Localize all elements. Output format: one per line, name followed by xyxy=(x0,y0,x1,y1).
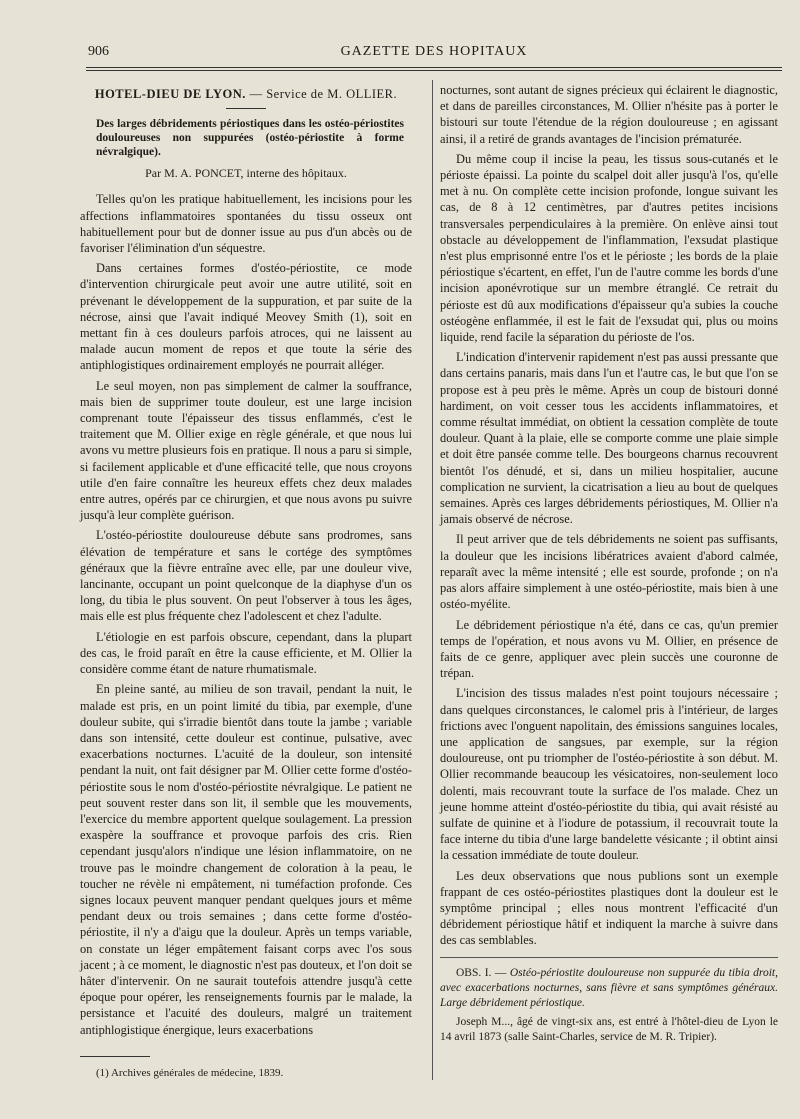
paragraph: En pleine santé, au milieu de son travail, pendant la nuit, le malade est pris, en un point limité du tibia, par exemple, d'une douleur subite, qui s'irradie bientôt dans toute la jambe ; variable dans son intensité, cette douleur est continue, pulsative, avec exacerbations nocturnes. L'acuité de la douleur, son intensité pendant la nuit, ont fait désigner par M. Ollier cette forme d'ostéo-périostite sous le nom d'ostéo-périostite névralgique. Le patient ne peut souvent rester dans son lit, il semble que les mouvements, l'exercice du membre apportent quelque soulagement. La pression exaspère la souffrance et provoque parfois des cris. Rien cependant jusqu'alors n'indique une lésion inflammatoire, on ne trouve pas le moindre changement de coloration à la peau, le toucher ne révèle ni empâtement, ni tuméfaction profonde. Ces signes locaux peuvent manquer pendant quelques jours et même pendant deux ou trois semaines ; dans cette forme d'ostéo-périostite, il n'y a d'aigu que la douleur. Après un temps variable, on constate un léger empâtement faisant corps avec l'os sous jacent ; à ce moment, le diagnostic n'est pas douteux, et l'on doit se hâter d'intervenir. On ne saurait toutefois attendre jusqu'à cette époque pour opérer, les renseignements fournis par le malade, la persistance et l'acuité des douleurs, malgré un traitement antiphlogistique énergique, leurs exacerbations xyxy=(80,682,412,1037)
paragraph: L'étiologie en est parfois obscure, cependant, dans la plupart des cas, le froid paraît en être la cause efficiente, et M. Ollier la considère comme étant de nature rhumatismale. xyxy=(80,629,412,677)
paragraph: Dans certaines formes d'ostéo-périostite, ce mode d'intervention chirurgicale peut avoir une autre utilité, soit en prévenant le développement de la suppuration, et par suite de la nécrose, ainsi que l'avait indiqué Meovey Smith (1), soit en mettant fin à ces douleurs parfois atroces, qui ne laissent au malade aucun moment de repos et que toute la série des antiphlogistiques ordinairement employés ne pourrait alléger. xyxy=(80,261,412,373)
observation-rule xyxy=(440,957,778,958)
page-header xyxy=(88,44,780,66)
left-column xyxy=(80,82,412,1085)
paragraph: nocturnes, sont autant de signes précieux qui éclairent le diagnostic, et dans de pareilles circonstances, M. Ollier n'hésite pas à porter le bistouri sur toute l'étendue de la région douloureuse ; en agissant ainsi, il a retiré de grands avantages de l'incision prématurée. xyxy=(440,83,778,146)
section-title xyxy=(80,86,412,102)
observation-label: OBS. I. — xyxy=(456,966,507,979)
paragraph: Il peut arriver que de tels débridements ne soient pas suffisants, la douleur que les incisions libératrices avaient d'abord calmée, reparaît avec la même intensité ; elle est sourde, profonde ; on n'a pas alors affaire simplement à une ostéo-périostite, mais bien à une ostéo-myélite. xyxy=(440,532,778,612)
paragraph: Les deux observations que nous publions sont un exemple frappant de ces ostéo-périostites plastiques dont la douleur est le symptôme principal ; elles nous montrent l'efficacité d'un débridement périostique hâtif et indiquent la marche à suivre dans des cas semblables. xyxy=(440,868,778,948)
right-column xyxy=(440,82,778,1049)
byline: Par M. A. PONCET, interne des hôpitaux. xyxy=(145,166,347,181)
paragraph: L'ostéo-périostite douloureuse débute sans prodromes, sans élévation de température et sans le cortége des symptômes généraux que la fièvre entraîne avec elle, par une douleur vive, lancinante, occupant un point quelconque de la diaphyse d'un os long, du tibia le plus souvent. On peut l'observer à tous les âges, mais elle est plus fréquente chez l'adolescent et chez l'adulte. xyxy=(80,528,412,624)
header-rule xyxy=(86,67,782,71)
observation-text: Joseph M..., âgé de vingt-six ans, est entré à l'hôtel-dieu de Lyon le 14 avril 1873 (salle Saint-Charles, service de M. R. Tripier). xyxy=(440,1015,778,1043)
footnote-rule xyxy=(80,1056,150,1057)
paragraph: Telles qu'on les pratique habituellement, les incisions pour les affections inflammatoires spontanées du tissu osseux ont habituellement pour but de donner issue au pus d'un abcès ou de favoriser l'élimination d'un séquestre. xyxy=(80,192,412,256)
footnote: (1) Archives générales de médecine, 1839. xyxy=(96,1066,284,1079)
page-number: 906 xyxy=(88,44,109,59)
column-divider xyxy=(432,80,433,1080)
observation-title: Ostéo-périostite douloureuse non suppurée du tibia droit, avec exacerbations nocturnes, sans fièvre et sans symptômes généraux. Large débridement périostique. xyxy=(440,966,778,1009)
title-divider xyxy=(226,108,266,109)
article-subtitle: Des larges débridements périostiques dans les ostéo-périostites douloureuses non suppurées (ostéo-périostite à forme névralgique). xyxy=(96,118,404,159)
observation-heading xyxy=(440,966,778,1011)
paragraph: L'indication d'intervenir rapidement n'est pas aussi pressante que dans certains panaris, mais dans l'un et l'autre cas, le but que l'on se propose est à peu près le même. Après un coup de bistouri donné hardiment, on voit cesser tous les accidents inflammatoires, et comme résultat immédiat, on obtient la cessation complète de toute douleur. Quant à la plaie, elle se comporte comme une plaie simple et doit être pansée comme telle. Des bourgeons charnus recouvrent bientôt l'os dénudé, et si, dans un milieu hospitalier, aucune complication ne survient, la cicatrisation a lieu au bout de quelques semaines. Après ces larges débridements périostiques, M. Ollier n'a jamais observé de nécrose. xyxy=(440,350,778,527)
paragraph: Le seul moyen, non pas simplement de calmer la souffrance, mais bien de supprimer toute douleur, est une large incision comprenant toute l'épaisseur des tissus enflammés, c'est le traitement que M. Ollier exige en règle générale, et que nous lui avons vu mettre plusieurs fois en pratique. Il nous a paru si simple, si facilement applicable et d'une efficacité telle, que nous croyons utile d'en faire connaître les heureux effets chez deux malades entre autres, opérés par ce chirurgien, et que nous avons pu suivre jusqu'à leur complète guérison. xyxy=(80,378,412,523)
paragraph: Du même coup il incise la peau, les tissus sous-cutanés et le périoste épaissi. La pointe du scalpel doit aller jusqu'à l'os, qu'elle met à nu. On complète cette incision profonde, longue suivant les cas, de 8 à 12 centimètres, par d'autres petites incisions transversales perpendiculaires à la première. On enlève ainsi tout obstacle au développement de l'inflammation, l'exsudat plastique n'est plus emprisonné entre l'os et le périoste ; les bords de la plaie périostique s'écartent, en effet, l'un de l'autre comme les bords d'une incision aponévrotique sur un membre étranglé. Ce retrait du périoste est dû aux modifications d'épaisseur qu'a subies la couche ostéogène enflammée, il est le fait de l'exsudat qui, plus ou moins liquide, rend facile la séparation du périoste de l'os. xyxy=(440,151,778,345)
hospital-name: HOTEL-DIEU DE LYON. xyxy=(94,87,246,101)
paragraph: Le débridement périostique n'a été, dans ce cas, qu'un premier temps de l'opération, et nous avons vu M. Ollier, en présence de faits de ce genre, appliquer avec plein succès une couronne de trépan. xyxy=(440,617,778,681)
paragraph: L'incision des tissus malades n'est point toujours nécessaire ; dans quelques circonstances, le calomel pris à l'intérieur, de larges frictions avec l'onguent napolitain, des émissions sanguines locales, une application de sangsues, par exemple, sur la région douloureuse, ont pu triompher de l'ostéo-périostite à son début. M. Ollier recommande beaucoup les vésicatoires, non-seulement loco dolenti, mais recouvrant toute la surface de l'os malade. Chez un jeune homme atteint d'ostéo-périostite du tibia, qui avait résisté au sulfate de quinine et à l'iodure de potassium, il recouvrait toute la face interne du tibia d'une large bandelette vésicante ; il obtint ainsi la cessation immédiate de toute douleur. xyxy=(440,686,778,863)
service-name: — Service de M. OLLIER. xyxy=(249,87,398,101)
journal-title: GAZETTE DES HOPITAUX xyxy=(340,44,528,59)
